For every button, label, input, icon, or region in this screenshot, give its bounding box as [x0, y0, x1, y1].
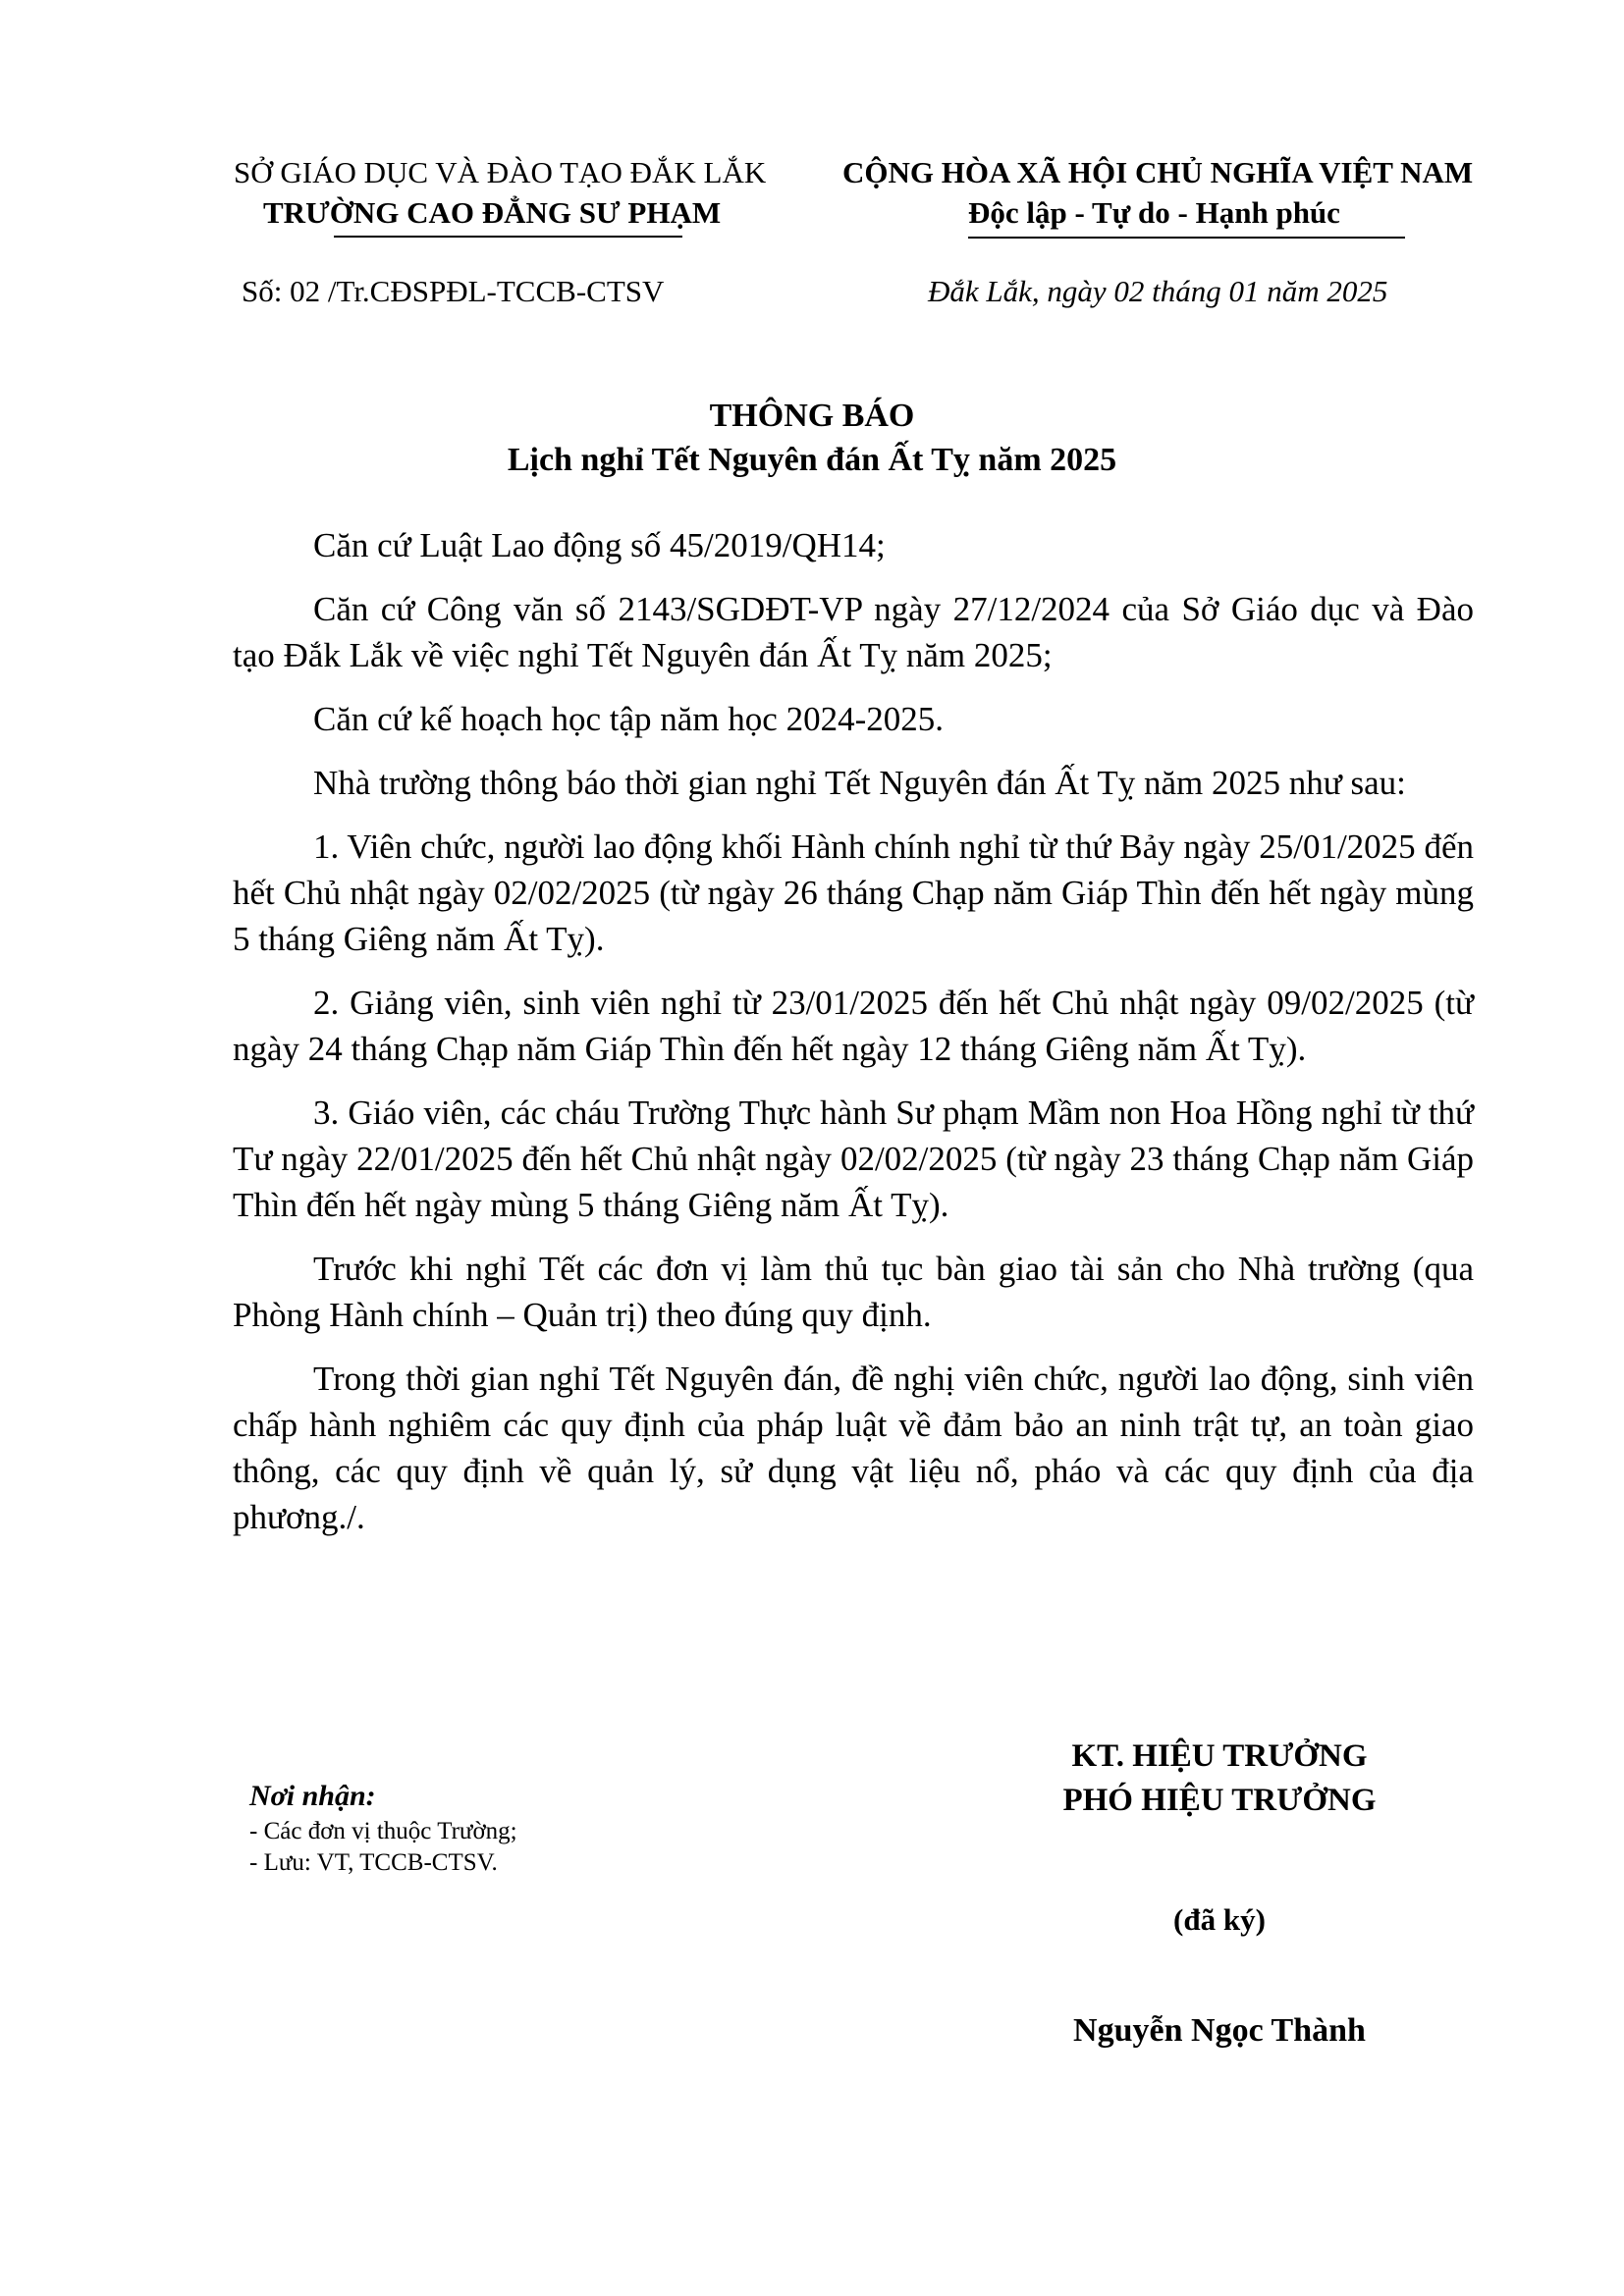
body-paragraph: Nhà trường thông báo thời gian nghỉ Tết Nguyên đán Ất Tỵ năm 2025 như sau:	[313, 764, 1406, 802]
body-paragraph: Căn cứ kế hoạch học tập năm học 2024-2025.	[313, 700, 944, 738]
national-motto: Độc lập - Tự do - Hạnh phúc	[968, 195, 1340, 230]
recipient-item: - Lưu: VT, TCCB-CTSV.	[249, 1849, 498, 1876]
body-paragraph: Căn cứ Luật Lao động số 45/2019/QH14;	[313, 526, 886, 564]
recipient-item: - Các đơn vị thuộc Trường;	[249, 1818, 517, 1844]
signature-position: PHÓ HIỆU TRƯỞNG	[1062, 1783, 1377, 1818]
agency-parent: SỞ GIÁO DỤC VÀ ĐÀO TẠO ĐẮK LẮK	[234, 155, 767, 189]
national-title: CỘNG HÒA XÃ HỘI CHỦ NGHĨA VIỆT NAM	[842, 155, 1474, 189]
body-paragraph: Trước khi nghỉ Tết các đơn vị làm thủ tục bàn giao tài sản cho Nhà trường (qua Phòng Hành chính – Quản trị) theo đúng quy định.	[233, 1250, 1474, 1334]
motto-underline	[968, 237, 1405, 239]
body-paragraph: 3. Giáo viên, các cháu Trường Thực hành Sư phạm Mầm non Hoa Hồng nghỉ từ thứ Tư ngày 22/01/2025 đến hết Chủ nhật ngày 02/02/2025 (từ ngày 23 tháng Chạp năm Giáp Thìn đến hết ngày mùng 5 tháng Giêng năm Ất Tỵ).	[233, 1094, 1474, 1224]
body-paragraph: 2. Giảng viên, sinh viên nghỉ từ 23/01/2025 đến hết Chủ nhật ngày 09/02/2025 (từ ngày 24 tháng Chạp năm Giáp Thìn đến hết ngày 12 tháng Giêng năm Ất Tỵ).	[233, 984, 1474, 1068]
body-paragraph: 1. Viên chức, người lao động khối Hành chính nghỉ từ thứ Bảy ngày 25/01/2025 đến hết Chủ nhật ngày 02/02/2025 (từ ngày 26 tháng Chạp năm Giáp Thìn đến hết ngày mùng 5 tháng Giêng năm Ất Tỵ).	[233, 828, 1474, 958]
signer-name: Nguyễn Ngọc Thành	[1073, 2012, 1366, 2049]
document-subtitle: Lịch nghỉ Tết Nguyên đán Ất Tỵ năm 2025	[507, 442, 1117, 478]
document-body	[233, 522, 1474, 1558]
place-date: Đắk Lắk, ngày 02 tháng 01 năm 2025	[928, 274, 1388, 308]
document-title: THÔNG BÁO	[709, 398, 915, 434]
signature-authority: KT. HIỆU TRƯỞNG	[1071, 1738, 1368, 1774]
signed-note: (đã ký)	[1173, 1902, 1266, 1937]
agency-name: TRƯỜNG CAO ĐẲNG SƯ PHẠM	[263, 195, 722, 230]
recipients-title: Nơi nhận:	[249, 1780, 376, 1812]
agency-underline	[334, 236, 682, 238]
document-number: Số: 02 /Tr.CĐSPĐL-TCCB-CTSV	[242, 274, 665, 308]
body-paragraph: Trong thời gian nghỉ Tết Nguyên đán, đề nghị viên chức, người lao động, sinh viên chấp hành nghiêm các quy định của pháp luật về đảm bảo an ninh trật tự, an toàn giao thông, các quy định về quản lý, sử dụng vật liệu nổ, pháo và các quy định của địa phương./.	[233, 1360, 1474, 1536]
body-paragraph: Căn cứ Công văn số 2143/SGDĐT-VP ngày 27/12/2024 của Sở Giáo dục và Đào tạo Đắk Lắk về việc nghỉ Tết Nguyên đán Ất Tỵ năm 2025;	[233, 590, 1474, 674]
